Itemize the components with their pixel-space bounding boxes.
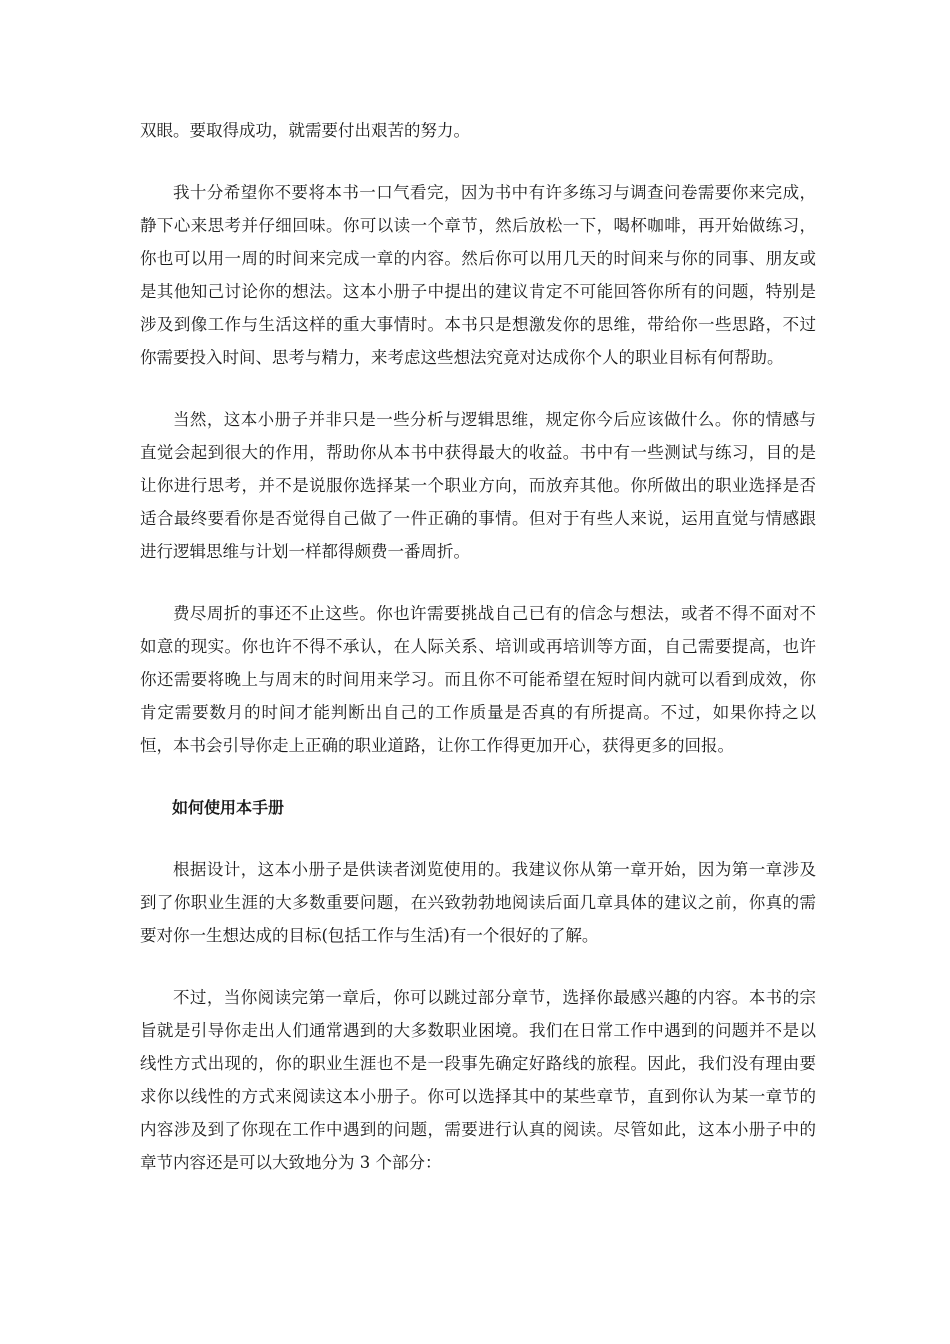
paragraph-continuation: 双眼。要取得成功，就需要付出艰苦的努力。 xyxy=(140,121,470,140)
section-heading: 如何使用本手册 xyxy=(172,798,285,817)
paragraph-reading-advice: 我十分希望你不要将本书一口气看完，因为书中有许多练习与调查问卷需要你来完成，静下心来思考并仔细回味。你可以读一个章节，然后放松一下，喝杯咖啡，再开始做练习，你也可以用一周的时间来完成一章的内容。然后你可以用几天的时间来与你的同事、朋友或是其他知己讨论你的想法。这本小册子中提出的建议肯定不可能回答你所有的问题，特别是涉及到像工作与生活这样的重大事情时。本书只是想激发你的思维，带给你一些思路，不过你需要投入时间、思考与精力，来考虑这些想法究竟对达成你个人的职业目标有何帮助。 xyxy=(140,183,816,367)
paragraph-nonlinear-reading: 不过，当你阅读完第一章后，你可以跳过部分章节，选择你最感兴趣的内容。本书的宗旨就是引导你走出人们通常遇到的大多数职业困境。我们在日常工作中遇到的问题并不是以线性方式出现的，你的职业生涯也不是一段事先确定好路线的旅程。因此，我们没有理由要求你以线性的方式来阅读这本小册子。你可以选择其中的某些章节，直到你认为某一章节的内容涉及到了你现在工作中遇到的问题，需要进行认真的阅读。尽管如此，这本小册子中的章节内容还是可以大致地分为 3 个部分： xyxy=(140,988,816,1172)
paragraph-design-usage: 根据设计，这本小册子是供读者浏览使用的。我建议你从第一章开始，因为第一章涉及到了你职业生涯的大多数重要问题，在兴致勃勃地阅读后面几章具体的建议之前，你真的需要对你一生想达成的目标(包括工作与生活)有一个很好的了解。 xyxy=(140,860,816,945)
document-page xyxy=(140,114,816,1208)
paragraph-emotion-intuition: 当然，这本小册子并非只是一些分析与逻辑思维，规定你今后应该做什么。你的情感与直觉会起到很大的作用，帮助你从本书中获得最大的收益。书中有一些测试与练习，目的是让你进行思考，并不是说服你选择某一个职业方向，而放弃其他。你所做出的职业选择是否适合最终要看你是否觉得自己做了一件正确的事情。但对于有些人来说，运用直觉与情感跟进行逻辑思维与计划一样都得颇费一番周折。 xyxy=(140,410,816,561)
paragraph-challenges: 费尽周折的事还不止这些。你也许需要挑战自己已有的信念与想法，或者不得不面对不如意的现实。你也许不得不承认，在人际关系、培训或再培训等方面，自己需要提高，也许你还需要将晚上与周末的时间用来学习。而且你不可能希望在短时间内就可以看到成效，你肯定需要数月的时间才能判断出自己的工作质量是否真的有所提高。不过，如果你持之以恒，本书会引导你走上正确的职业道路，让你工作得更加开心，获得更多的回报。 xyxy=(140,604,816,755)
